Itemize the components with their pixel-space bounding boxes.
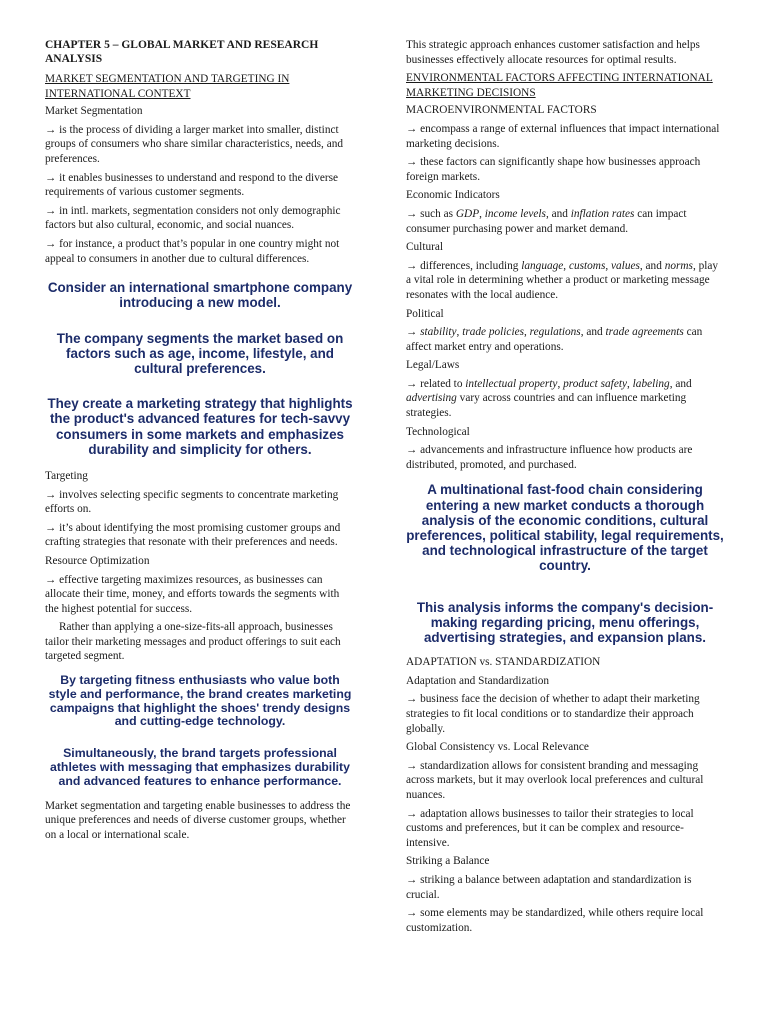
fast-food-example-callout: A multinational fast-food chain considering entering a new market conducts a thorough analysis of the economic conditions, cultural preferences, political stability, legal requirements, and technological infrastructure of the target country. [406, 482, 724, 574]
section-heading-segmentation: MARKET SEGMENTATION AND TARGETING IN INTERNATIONAL CONTEXT [45, 73, 290, 100]
term-trade-policies: trade policies [462, 326, 524, 339]
term-income-levels: income levels [484, 207, 546, 220]
balance-paragraph: → striking a balance between adaptation and standardization is crucial. [406, 873, 692, 901]
marketing-strategy-callout: They create a marketing strategy that highlights the product's advanced features for tech-savvy consumers in some markets and emphasizes durability and simplicity for others. [47, 396, 353, 457]
term-language: language [521, 259, 564, 272]
section-heading-environmental: ENVIRONMENTAL FACTORS AFFECTING INTERNATIONAL MARKETING DECISIONS [406, 72, 713, 99]
macro-paragraph: → these factors can significantly shape how businesses approach foreign markets. [406, 156, 701, 183]
targeting-paragraph: → it’s about identifying the most promising customer groups and crafting strategies that resonate with their preferences and needs. [45, 521, 341, 549]
technological-paragraph: → advancements and infrastructure influence how products are distributed, promoted, and purchased. [406, 444, 693, 471]
term-customs: customs [568, 259, 606, 272]
resource-paragraph: Rather than applying a one-size-fits-all approach, businesses tailor their marketing messages and product offerings to suit each targeted segment. [45, 621, 341, 663]
term-product-safety: product safety [563, 377, 627, 390]
subheading-cultural: Cultural [406, 241, 444, 254]
legal-paragraph: → related to intellectual property, product safety, labeling, and advertising vary across countries and can influence marketing strategies. [406, 377, 692, 420]
term-values: values [611, 259, 640, 272]
subheading-global-consistency: Global Consistency vs. Local Relevance [406, 741, 589, 754]
subheading-market-segmentation: Market Segmentation [45, 105, 143, 118]
subheading-macroenvironmental: MACROENVIRONMENTAL FACTORS [406, 104, 597, 117]
resource-paragraph: → effective targeting maximizes resources, as businesses can allocate their time, money, and efforts towards the segments with the highest potential for success. [45, 573, 340, 615]
athletes-targeting-callout: Simultaneously, the brand targets professional athletes with messaging that emphasizes durability and advanced features to enhance performance. [50, 746, 350, 788]
subheading-striking-a-balance: Striking a Balance [406, 855, 490, 868]
segmentation-example-callout: The company segments the market based on factors such as age, income, lifestyle, and cultural preferences. [56, 330, 344, 376]
term-trade-agreements: trade agreements [605, 326, 684, 339]
subheading-political: Political [406, 307, 444, 320]
fitness-targeting-callout: By targeting fitness enthusiasts who value both style and performance, the brand creates marketing campaigns that highlight the shoes' trendy designs and cutting-edge technology. [48, 673, 352, 729]
analysis-informs-callout: This analysis informs the company's decision-making regarding pricing, menu offerings, advertising strategies, and expansion plans. [416, 599, 714, 646]
segmentation-paragraph: → in intl. markets, segmentation considers not only demographic factors but also cultural, economic, and social nuances. [45, 204, 341, 232]
subheading-legal: Legal/Laws [406, 359, 460, 372]
right-column [406, 38, 724, 939]
chapter-title: CHAPTER 5 – GLOBAL MARKET AND RESEARCH ANALYSIS [45, 39, 319, 65]
subheading-technological: Technological [406, 425, 470, 438]
global-consistency-paragraph: → standardization allows for consistent branding and messaging across markets, but it may overlook local preferences and cultural nuances. [406, 759, 704, 802]
term-intellectual-property: intellectual property [465, 377, 558, 390]
targeting-paragraph: → involves selecting specific segments to concentrate marketing efforts on. [45, 488, 339, 516]
segmentation-paragraph: → it enables businesses to understand and respond to the diverse requirements of various customer segments. [45, 171, 339, 199]
term-inflation-rates: inflation rates [570, 207, 635, 220]
cultural-paragraph: → differences, including language, customs, values, and norms, play a vital role in determining whether a product or marketing message resonates with the local audience. [406, 259, 719, 301]
segmentation-paragraph: → for instance, a product that’s popular in one country might not appeal to consumers in another due to cultural differences. [45, 237, 340, 265]
political-paragraph: → stability, trade policies, regulations, and trade agreements can affect market entry and operations. [406, 326, 703, 353]
intro-paragraph: This strategic approach enhances customer satisfaction and helps businesses effectively allocate resources for optimal results. [406, 39, 700, 66]
balance-paragraph: → some elements may be standardized, while others require local customization. [406, 907, 704, 934]
subheading-targeting: Targeting [45, 469, 88, 482]
economic-paragraph: → such as GDP, income levels, and inflation rates can impact consumer purchasing power and market demand. [406, 207, 687, 235]
segmentation-paragraph: → is the process of dividing a larger market into smaller, distinct groups of consumers who share similar characteristics, needs, and preferences. [45, 123, 344, 165]
smartphone-example-callout: Consider an international smartphone company introducing a new model. [47, 280, 353, 311]
left-column [45, 38, 355, 846]
subheading-economic: Economic Indicators [406, 189, 500, 202]
term-stability: stability [420, 326, 457, 339]
term-regulations: regulations [529, 326, 581, 339]
term-advertising: advertising [406, 392, 457, 405]
term-norms: norms [664, 259, 693, 272]
closing-paragraph: Market segmentation and targeting enable businesses to address the unique preferences and needs of diverse customer groups, whether on a local or international scale. [45, 799, 351, 841]
global-consistency-paragraph: → adaptation allows businesses to tailor their strategies to local customs and preferences, but it can be complex and resource-intensive. [406, 807, 694, 849]
subheading-resource-optimization: Resource Optimization [45, 554, 150, 567]
term-labeling: labeling [632, 377, 670, 390]
subheading-adaptation-vs-standardization: ADAPTATION vs. STANDARDIZATION [406, 656, 601, 669]
subheading-adaptation-and-standardization: Adaptation and Standardization [406, 674, 550, 687]
adaptation-paragraph: → business face the decision of whether to adapt their marketing strategies to fit local conditions or to standardize their approach globally. [406, 693, 700, 735]
macro-paragraph: → encompass a range of external influences that impact international marketing decisions. [406, 122, 720, 150]
term-gdp: GDP [455, 207, 480, 220]
